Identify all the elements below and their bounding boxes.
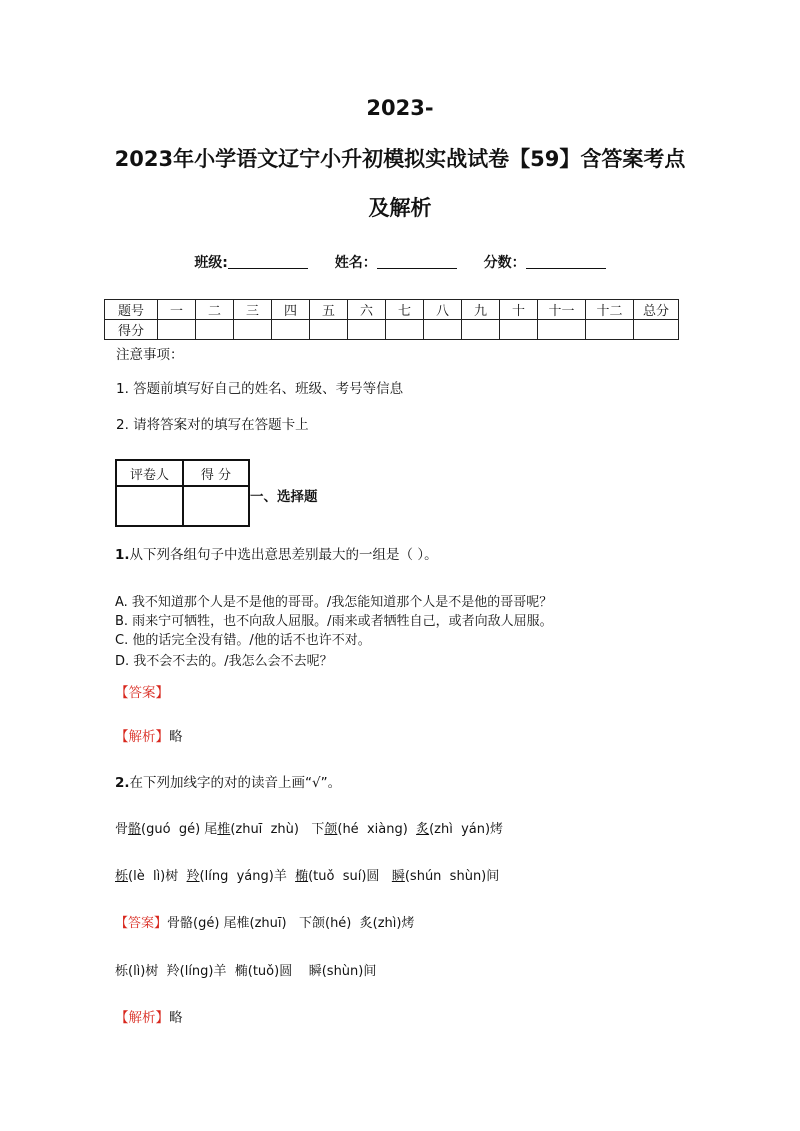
grader-table: [115, 459, 250, 527]
score-field[interactable]: 分数：: [484, 255, 606, 271]
score-table: [104, 299, 679, 340]
pinyin-line-1: [115, 818, 503, 837]
question-1: [115, 543, 438, 563]
notes-heading: 注意事项：: [116, 347, 184, 363]
word-item: 栎(lè lì)树: [115, 869, 187, 884]
score-cell[interactable]: [158, 320, 196, 340]
pinyin-line-2: [115, 865, 499, 884]
note-item: 1. 答题前填写好自己的姓名、班级、考号等信息: [116, 381, 404, 397]
word-item: 瞬(shún shùn)间: [391, 869, 500, 884]
student-info-row: [0, 252, 800, 272]
header-cell: 四: [272, 300, 310, 320]
score-cell[interactable]: [348, 320, 386, 340]
row-label: 得分: [105, 320, 158, 340]
header-cell: 六: [348, 300, 386, 320]
grader-col-label: 评卷人: [116, 460, 183, 486]
section-title: 一、选择题: [250, 489, 318, 505]
score-cell[interactable]: [424, 320, 462, 340]
grader-cell[interactable]: [116, 486, 183, 526]
answer-text: 骨骼(gé) 尾椎(zhuī) 下颌(hé) 炙(zhì)烤: [167, 916, 415, 931]
answer-text-line-2: 栎(lì)树 羚(líng)羊 椭(tuǒ)圆 瞬(shùn)间: [115, 964, 377, 979]
score-cell[interactable]: [386, 320, 424, 340]
word-item: 尾椎(zhuī zhù): [204, 822, 312, 837]
score-cell[interactable]: [586, 320, 634, 340]
word-item: 骨骼(guó gé): [115, 822, 205, 837]
score-table-score-row: [105, 320, 679, 340]
header-cell: 十: [500, 300, 538, 320]
question-text: 从下列各组句子中选出意思差别最大的一组是（ ）。: [129, 547, 438, 563]
score-cell[interactable]: [234, 320, 272, 340]
title-line-1: 2023-: [366, 96, 434, 120]
header-cell: 总分: [634, 300, 679, 320]
score-cell[interactable]: [196, 320, 234, 340]
score-cell[interactable]: [462, 320, 500, 340]
question-number: 1.: [115, 547, 130, 563]
answer-label: 【答案】: [115, 916, 168, 931]
header-cell: 九: [462, 300, 500, 320]
name-field[interactable]: 姓名：: [335, 255, 457, 271]
note-item: 2. 请将答案对的填写在答题卡上: [116, 417, 309, 433]
score-cell[interactable]: [500, 320, 538, 340]
option-c: C. 他的话完全没有错。/他的话不也许不对。: [115, 633, 371, 648]
question-2: [115, 771, 341, 791]
word-item: 下颌(hé xiàng): [311, 822, 417, 837]
header-cell: 十一: [538, 300, 586, 320]
score-cell[interactable]: [272, 320, 310, 340]
title-line-2: 2023年小学语文辽宁小升初模拟实战试卷【59】含答案考点: [114, 147, 686, 171]
header-cell: 七: [386, 300, 424, 320]
option-a: A. 我不知道那个人是不是他的哥哥。/我怎能知道那个人是不是他的哥哥呢？: [115, 595, 553, 610]
header-cell: 三: [234, 300, 272, 320]
word-item: 椭(tuǒ suí)圆: [295, 869, 392, 884]
analysis-label: 【解析】: [115, 1010, 169, 1026]
header-cell: 五: [310, 300, 348, 320]
class-field[interactable]: 班级:: [194, 255, 308, 271]
header-cell: 题号: [105, 300, 158, 320]
analysis-label: 【解析】: [115, 729, 169, 745]
question-text: 在下列加线字的对的读音上画“√”。: [129, 775, 342, 791]
header-cell: 二: [196, 300, 234, 320]
score-table-header-row: [105, 300, 679, 320]
title-line-3: 及解析: [368, 196, 432, 220]
analysis-text: 略: [169, 1010, 183, 1026]
header-cell: 一: [158, 300, 196, 320]
option-b: B. 雨来宁可牺牲，也不向敌人屈服。/雨来或者牺牲自己，或者向敌人屈服。: [115, 614, 553, 629]
question-number: 2.: [115, 775, 130, 791]
answer-row: [115, 912, 414, 931]
header-cell: 八: [424, 300, 462, 320]
score-col-label: 得 分: [183, 460, 249, 486]
analysis-row: [115, 725, 183, 745]
score-cell[interactable]: [538, 320, 586, 340]
header-cell: 十二: [586, 300, 634, 320]
answer-label: 【答案】: [115, 685, 169, 701]
analysis-text: 略: [169, 729, 183, 745]
word-item: 炙(zhì yán)烤: [416, 822, 504, 837]
analysis-row: [115, 1006, 183, 1026]
grader-score-cell[interactable]: [183, 486, 249, 526]
word-item: 羚(líng yáng)羊: [186, 869, 296, 884]
score-cell[interactable]: [310, 320, 348, 340]
option-d: D. 我不会不去的。/我怎么会不去呢？: [115, 654, 333, 669]
score-cell[interactable]: [634, 320, 679, 340]
